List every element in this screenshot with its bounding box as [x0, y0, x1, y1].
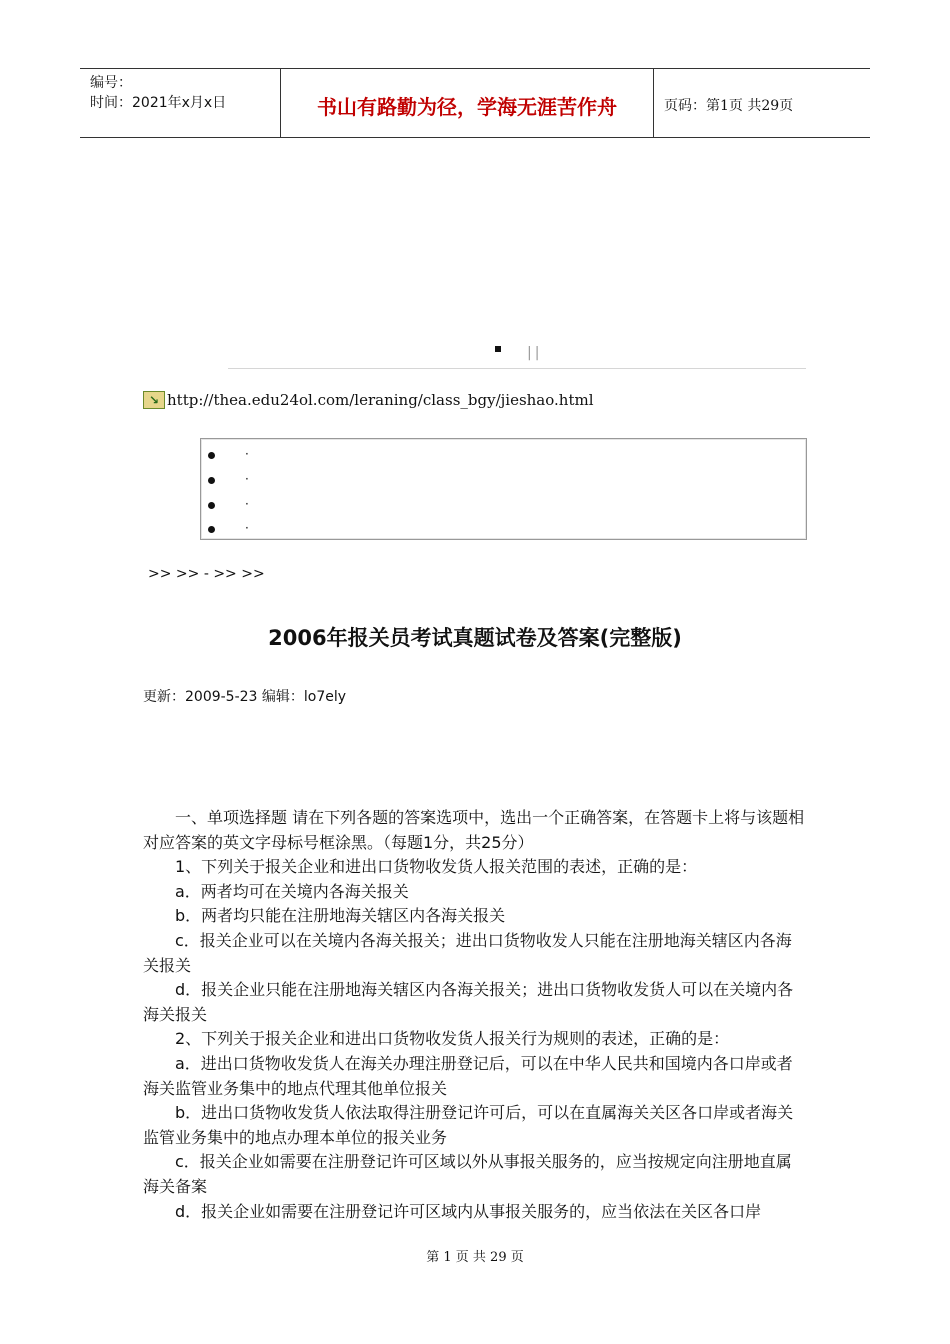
nav-square-icon [495, 346, 501, 352]
link-url[interactable]: http://thea.edu24ol.com/leraning/class_bgy/jieshao.html [167, 391, 594, 409]
id-label: 编号： [90, 75, 132, 91]
bullet-dot-icon [208, 526, 215, 533]
list-item [208, 472, 249, 488]
link-icon: ↘ [143, 391, 165, 409]
nav-divider [228, 368, 806, 369]
bullet-dot-icon [208, 452, 215, 459]
paragraph: a．两者均可在关境内各海关报关 [175, 881, 409, 901]
page-header [80, 68, 870, 138]
page-title: 2006年报关员考试真题试卷及答案(完整版) [268, 626, 682, 650]
nav-bars: || [527, 345, 543, 361]
list-item-text: · [245, 521, 249, 535]
page-footer: 第 1 页 共 29 页 [426, 1250, 524, 1265]
header-left-cell [80, 69, 281, 137]
list-item [208, 447, 249, 463]
list-item [208, 497, 249, 513]
paragraph: c．报关企业可以在关境内各海关报关；进出口货物收发人只能在注册地海关辖区内各海关报关 [143, 930, 792, 975]
motto: 书山有路勤为径，学海无涯苦作舟 [281, 69, 654, 137]
paragraph: 1、下列关于报关企业和进出口货物收发货人报关范围的表述，正确的是： [175, 857, 698, 877]
link-row[interactable] [143, 391, 594, 409]
list-item-text: · [245, 497, 249, 511]
breadcrumb-arrows[interactable]: >> >> - >> >> [148, 566, 265, 582]
bullet-list-box [200, 438, 807, 540]
list-item [208, 521, 249, 537]
list-item-text: · [245, 447, 249, 461]
paragraph: 2、下列关于报关企业和进出口货物收发货人报关行为规则的表述，正确的是： [175, 1029, 730, 1049]
article-body [143, 806, 807, 1224]
paragraph: d．报关企业如需要在注册登记许可区域内从事报关服务的，应当依法在关区各口岸 [175, 1201, 762, 1221]
paragraph: a．进出口货物收发货人在海关办理注册登记后，可以在中华人民共和国境内各口岸或者海关监管业务集中的地点代理其他单位报关 [143, 1053, 793, 1098]
page-info [654, 69, 870, 137]
paragraph: b．两者均只能在注册地海关辖区内各海关报关 [175, 906, 506, 926]
paragraph: d．报关企业只能在注册地海关辖区内各海关报关；进出口货物收发货人可以在关境内各海关报关 [143, 980, 794, 1024]
paragraph: c．报关企业如需要在注册登记许可区域以外从事报关服务的，应当按规定向注册地直属海关备案 [143, 1152, 792, 1196]
article-meta: 更新：2009-5-23 编辑：lo7ely [143, 689, 347, 705]
time-label: 时间：2021年x月x日 [90, 95, 227, 111]
page-info-text: 页码：第1页 共29页 [664, 98, 794, 114]
paragraph: 一、单项选择题 请在下列各题的答案选项中，选出一个正确答案，在答题卡上将与该题相对应答案的英文字母标号框涂黑。（每题1分，共25分） [143, 808, 805, 852]
list-item-text: · [245, 472, 249, 486]
bullet-dot-icon [208, 502, 215, 509]
paragraph: b．进出口货物收发货人依法取得注册登记许可后，可以在直属海关关区各口岸或者海关监管业务集中的地点办理本单位的报关业务 [143, 1103, 794, 1147]
bullet-dot-icon [208, 477, 215, 484]
